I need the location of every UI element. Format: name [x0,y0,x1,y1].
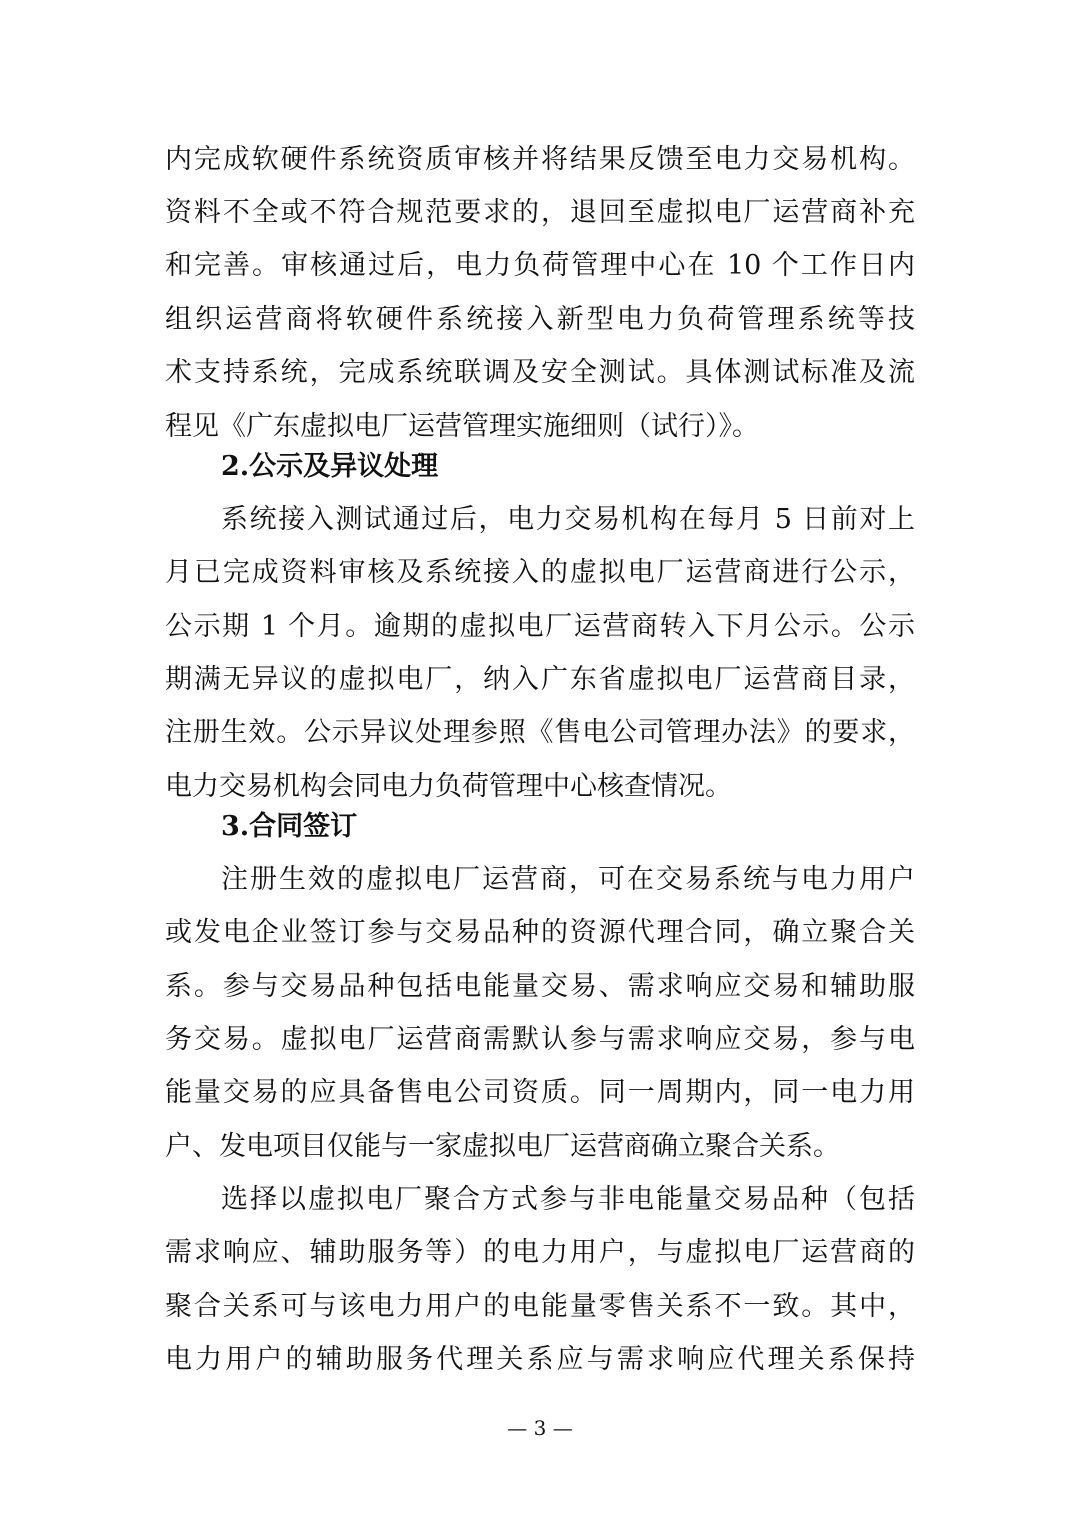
paragraph-line: 聚合关系可与该电力用户的电能量零售关系不一致。其中， [165,1291,915,1322]
paragraph-line: 资料不全或不符合规范要求的，退回至虚拟电厂运营商补充 [165,197,915,228]
paragraph-line: 系统接入测试通过后，电力交易机构在每月 5 日前对上 [221,504,915,535]
paragraph-line: 务交易。虚拟电厂运营商需默认参与需求响应交易，参与电 [165,1024,915,1055]
page-number: — 3 — [507,1416,573,1440]
paragraph-line: 期满无异议的虚拟电厂，纳入广东省虚拟电厂运营商目录， [165,664,915,695]
paragraph-line: 注册生效的虚拟电厂运营商，可在交易系统与电力用户 [221,864,915,895]
paragraph-line: 月已完成资料审核及系统接入的虚拟电厂运营商进行公示， [165,557,915,588]
paragraph-line: 组织运营商将软硬件系统接入新型电力负荷管理系统等技 [165,304,915,335]
section-heading: 3.合同签订 [221,811,358,842]
paragraph-line: 术支持系统，完成系统联调及安全测试。具体测试标准及流 [165,357,915,388]
paragraph-line: 能量交易的应具备售电公司资质。同一周期内，同一电力用 [165,1077,915,1108]
paragraph-line: 电力用户的辅助服务代理关系应与需求响应代理关系保持 [165,1344,915,1375]
paragraph-line: 程见《广东虚拟电厂运营管理实施细则（试行）》。 [165,411,759,442]
paragraph-line: 注册生效。公示异议处理参照《售电公司管理办法》的要求， [165,717,915,748]
paragraph-line: 内完成软硬件系统资质审核并将结果反馈至电力交易机构。 [165,144,915,175]
paragraph-line: 和完善。审核通过后，电力负荷管理中心在 10 个工作日内 [165,250,915,281]
paragraph-line: 系。参与交易品种包括电能量交易、需求响应交易和辅助服 [165,971,915,1002]
paragraph-line: 公示期 1 个月。逾期的虚拟电厂运营商转入下月公示。公示 [165,611,915,642]
paragraph-line: 户、发电项目仅能与一家虚拟电厂运营商确立聚合关系。 [165,1131,840,1162]
section-heading: 2.公示及异议处理 [221,451,439,482]
paragraph-line: 电力交易机构会同电力负荷管理中心核查情况。 [165,771,732,802]
paragraph-line: 选择以虚拟电厂聚合方式参与非电能量交易品种（包括 [221,1184,915,1215]
paragraph-line: 需求响应、辅助服务等）的电力用户，与虚拟电厂运营商的 [165,1237,915,1268]
paragraph-line: 或发电企业签订参与交易品种的资源代理合同，确立聚合关 [165,917,915,948]
